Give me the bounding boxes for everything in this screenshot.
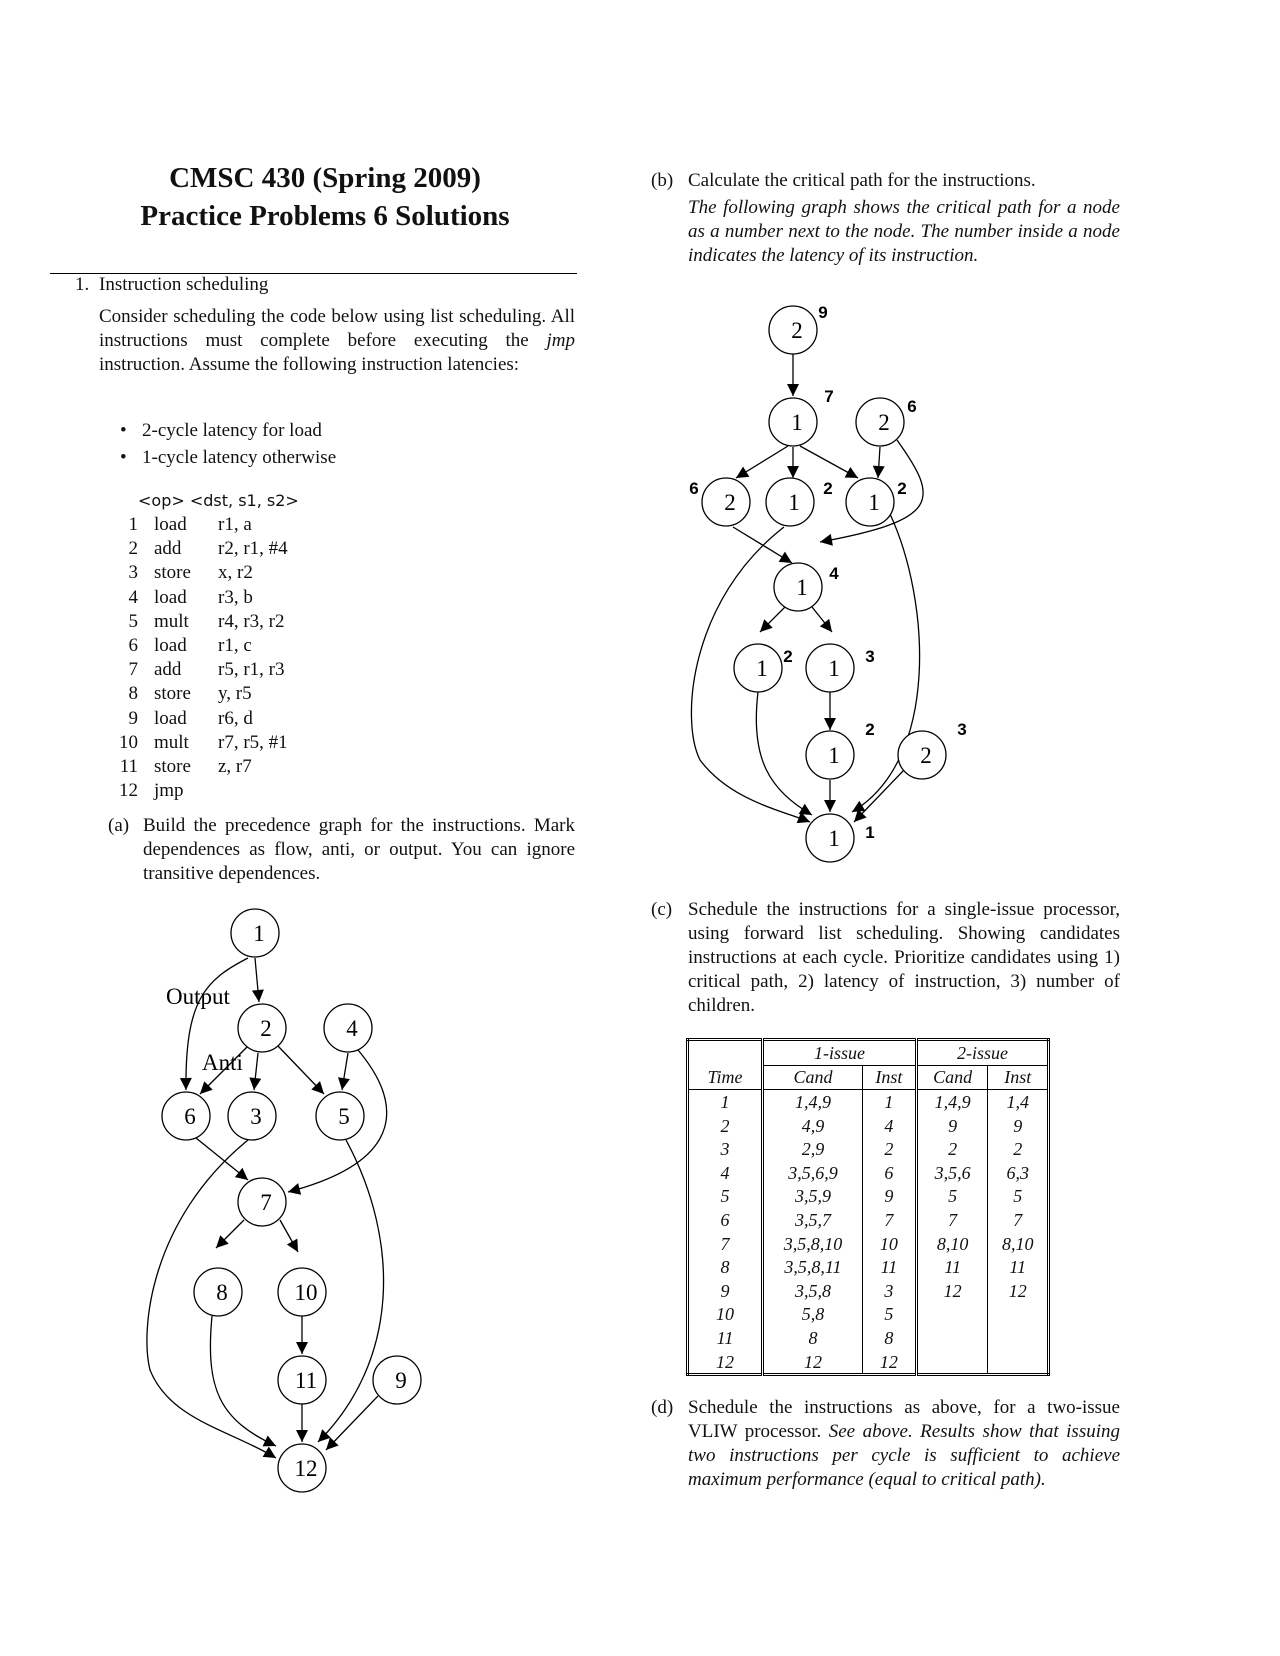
node-label: 4 [346, 1016, 358, 1041]
schedule-table [686, 1038, 1050, 1376]
code-n: 5 [128, 610, 138, 632]
title-line2: Practice Problems 6 Solutions [140, 200, 510, 232]
code-op: load [154, 707, 187, 729]
node-label: 11 [294, 1368, 318, 1393]
table-cell: 7 [862, 1208, 916, 1232]
node-latency: 1 [791, 410, 803, 435]
dependence-edge [255, 958, 259, 1002]
node-label: 8 [216, 1280, 228, 1305]
code-n: 2 [128, 538, 138, 560]
node-label: 7 [260, 1190, 272, 1215]
problem-heading: Instruction scheduling [99, 274, 269, 295]
code-op: add [154, 538, 182, 560]
code-args: r1, a [218, 514, 252, 535]
code-n: 11 [119, 755, 138, 777]
part-a-text: Build the precedence graph for the instructions. Mark dependences as flow, anti, or output. You can ignore transitive dependences. [143, 815, 575, 884]
code-n: 1 [128, 514, 138, 535]
table-cell: 3,5,8,10 [763, 1232, 863, 1256]
table-cell [916, 1350, 988, 1375]
table-cell: 1,4,9 [763, 1090, 863, 1114]
table-cell: 12 [763, 1350, 863, 1375]
critical-path-value: 6 [907, 397, 917, 416]
table-cell [988, 1326, 1049, 1350]
part-c-text: Schedule the instructions for a single-issue processor, using forward list scheduling. Showing candidates instructions at each cycle. Prioritize candidates using 1) critical path, 2) latency of instruction, 3) number of children. [688, 899, 1120, 1016]
node-latency: 1 [828, 826, 840, 851]
critical-path-value: 7 [824, 387, 834, 406]
critical-path-value: 3 [957, 720, 967, 739]
table-cell: 9 [916, 1114, 988, 1138]
node-label: 10 [294, 1280, 318, 1305]
header-cand-2: Cand [916, 1065, 988, 1090]
part-a-label: (a) [108, 815, 130, 836]
code-n: 9 [128, 707, 138, 729]
header-inst: Inst [862, 1065, 916, 1090]
node-latency: 1 [788, 490, 800, 515]
code-n: 6 [128, 634, 138, 656]
dependence-edge [800, 446, 858, 478]
table-cell: 1,4,9 [916, 1090, 988, 1114]
table-cell [988, 1350, 1049, 1375]
critical-path-value: 2 [897, 479, 907, 498]
table-cell: 7 [916, 1208, 988, 1232]
table-cell: 10 [862, 1232, 916, 1256]
table-cell: 8 [688, 1255, 763, 1279]
table-cell: 1 [862, 1090, 916, 1114]
code-op: store [154, 755, 191, 777]
header-inst-2: Inst [988, 1065, 1049, 1090]
code-n: 7 [128, 659, 138, 681]
table-cell: 12 [916, 1279, 988, 1303]
code-n: 8 [128, 683, 138, 705]
part-c-label: (c) [651, 899, 673, 920]
node-label: 9 [395, 1368, 407, 1393]
header-time: Time [688, 1065, 763, 1090]
table-cell: 6 [862, 1161, 916, 1185]
table-cell: 3,5,8 [763, 1279, 863, 1303]
code-args: r3, b [218, 586, 253, 608]
code-n: 3 [128, 562, 138, 584]
code-op: store [154, 683, 191, 705]
table-cell: 2 [916, 1137, 988, 1161]
code-n: 10 [119, 731, 138, 753]
table-row [688, 1137, 1049, 1161]
table-cell: 5 [862, 1303, 916, 1327]
group-2-issue: 2-issue [956, 1042, 1008, 1063]
table-cell: 3,5,6 [916, 1161, 988, 1185]
code-args: r6, d [218, 707, 253, 729]
table-row [688, 1114, 1049, 1138]
dependence-edge [196, 1138, 248, 1180]
table-cell: 1,4 [1006, 1091, 1029, 1112]
part-b-label: (b) [651, 170, 674, 191]
table-cell: 2,9 [763, 1137, 863, 1161]
dependence-edge [216, 1220, 244, 1248]
critical-path-value: 3 [865, 647, 875, 666]
code-n: 4 [128, 586, 138, 608]
table-row [688, 1185, 1049, 1209]
node-latency: 2 [878, 410, 890, 435]
code-args: y, r5 [218, 683, 252, 705]
table-cell: 5,8 [763, 1303, 863, 1327]
code-args: r7, r5, #1 [218, 731, 288, 753]
table-cell: 6,3 [1006, 1162, 1029, 1183]
table-cell: 3 [688, 1137, 763, 1161]
code-op: store [154, 562, 191, 584]
node-label: 1 [253, 921, 265, 946]
node-label: 6 [184, 1104, 196, 1129]
table-row [688, 1279, 1049, 1303]
table-cell: 9 [688, 1279, 763, 1303]
part-b-text: Calculate the critical path for the instructions. [688, 170, 1036, 191]
table-cell: 5 [688, 1185, 763, 1209]
code-op: add [154, 659, 182, 681]
part-d-label: (d) [651, 1397, 674, 1418]
problem-number: 1. [75, 274, 90, 295]
table-row [688, 1326, 1049, 1350]
table-cell: 11 [862, 1255, 916, 1279]
table-cell: 8 [763, 1326, 863, 1350]
dependence-edge [280, 1220, 298, 1252]
header-cand: Cand [763, 1065, 863, 1090]
dependence-edge [326, 1396, 378, 1450]
table-row [688, 1161, 1049, 1185]
node-latency: 1 [868, 490, 880, 515]
table-cell: 10 [688, 1303, 763, 1327]
table-cell: 2 [688, 1114, 763, 1138]
code-args: x, r2 [218, 562, 253, 584]
table-cell: 4 [688, 1161, 763, 1185]
table-row [688, 1232, 1049, 1256]
node-latency: 1 [828, 743, 840, 768]
code-header: <op> <dst, s1, s2> [138, 491, 299, 510]
code-op: load [154, 514, 187, 535]
table-cell: 8,10 [1001, 1233, 1034, 1254]
table-cell: 3,5,8,11 [763, 1255, 863, 1279]
table-cell: 3 [862, 1279, 916, 1303]
node-label: 12 [294, 1456, 318, 1481]
table-cell: 1 [688, 1090, 763, 1114]
latency-item: • 2-cycle latency for load [120, 419, 336, 446]
node-label: 5 [338, 1104, 350, 1129]
group-1-issue: 1-issue [763, 1040, 917, 1066]
table-cell: 6 [688, 1208, 763, 1232]
table-row [688, 1255, 1049, 1279]
critical-path-value: 9 [818, 303, 828, 322]
table-cell: 2 [862, 1137, 916, 1161]
dependence-edge [318, 1140, 384, 1442]
code-args: r2, r1, #4 [218, 538, 288, 560]
critical-path-value: 4 [829, 564, 839, 583]
table-cell: 3,5,6,9 [763, 1161, 863, 1185]
table-cell: 8 [862, 1326, 916, 1350]
table-row [688, 1090, 1049, 1114]
edge-label-anti: Anti [202, 1050, 243, 1075]
node-latency: 2 [724, 490, 736, 515]
table-cell: 4,9 [763, 1114, 863, 1138]
table-cell: 3,5,9 [763, 1185, 863, 1209]
title-line1: CMSC 430 (Spring 2009) [169, 162, 481, 194]
critical-path-value: 6 [689, 479, 699, 498]
table-cell: 12 [862, 1350, 916, 1375]
code-args: r5, r1, r3 [218, 659, 285, 681]
table-cell: 7 [1013, 1209, 1023, 1230]
edge-label-output: Output [166, 984, 230, 1009]
critical-path-value: 1 [865, 823, 875, 842]
dependence-edge [210, 1316, 276, 1446]
table-cell: 7 [688, 1232, 763, 1256]
table-cell: 9 [1013, 1115, 1023, 1136]
latency-item: • 1-cycle latency otherwise [120, 446, 336, 473]
dependence-edge [878, 447, 880, 478]
code-op: load [154, 586, 187, 608]
table-cell: 5 [1013, 1186, 1023, 1207]
part-d-text: Schedule the instructions as above, for a two-issue VLIW processor. See above. Results show that issuing two instructions per cycle is sufficient to achieve maximum performance (equal to critical path). [688, 1397, 1120, 1490]
critical-path-value: 2 [823, 479, 833, 498]
node-label: 3 [250, 1104, 262, 1129]
node-latency: 2 [791, 318, 803, 343]
table-row [688, 1208, 1049, 1232]
table-cell [916, 1326, 988, 1350]
table-row [688, 1303, 1049, 1327]
code-args: r1, c [218, 634, 252, 656]
problem-intro: Consider scheduling the code below using list scheduling. All instructions must complete before executing the jmp instruction. Assume the following instruction latencies: [99, 306, 575, 375]
node-label: 2 [260, 1016, 272, 1041]
dependence-edge [254, 1053, 258, 1090]
table-cell: 11 [688, 1326, 763, 1350]
table-cell [988, 1303, 1049, 1327]
part-b-answer: The following graph shows the critical path for a node as a number next to the node. The number inside a node indicates the latency of its instruction. [688, 197, 1120, 266]
table-cell: 12 [688, 1350, 763, 1375]
table-cell: 12 [1008, 1280, 1027, 1301]
node-latency: 1 [828, 656, 840, 681]
table-cell: 5 [916, 1185, 988, 1209]
code-n: 12 [119, 780, 138, 802]
table-cell: 9 [862, 1185, 916, 1209]
code-args: r4, r3, r2 [218, 610, 285, 632]
code-op: mult [154, 610, 189, 632]
code-op: load [154, 634, 187, 656]
code-op: mult [154, 731, 189, 753]
node-latency: 1 [756, 656, 768, 681]
node-latency: 1 [796, 575, 808, 600]
dependence-edge [342, 1053, 348, 1090]
dependence-edge [736, 446, 788, 478]
dependence-edge [854, 770, 904, 822]
table-cell [916, 1303, 988, 1327]
table-row [688, 1350, 1049, 1375]
table-cell: 8,10 [916, 1232, 988, 1256]
code-op: jmp [154, 780, 184, 802]
table-cell: 2 [1013, 1139, 1023, 1160]
critical-path-value: 2 [865, 720, 875, 739]
critical-path-value: 2 [783, 647, 793, 666]
dependence-edge [756, 692, 812, 815]
dependence-edge [278, 1046, 324, 1094]
table-cell: 11 [916, 1255, 988, 1279]
node-latency: 2 [920, 743, 932, 768]
table-cell: 3,5,7 [763, 1208, 863, 1232]
table-cell: 11 [1009, 1257, 1027, 1278]
table-cell: 4 [862, 1114, 916, 1138]
code-args: z, r7 [218, 755, 252, 777]
